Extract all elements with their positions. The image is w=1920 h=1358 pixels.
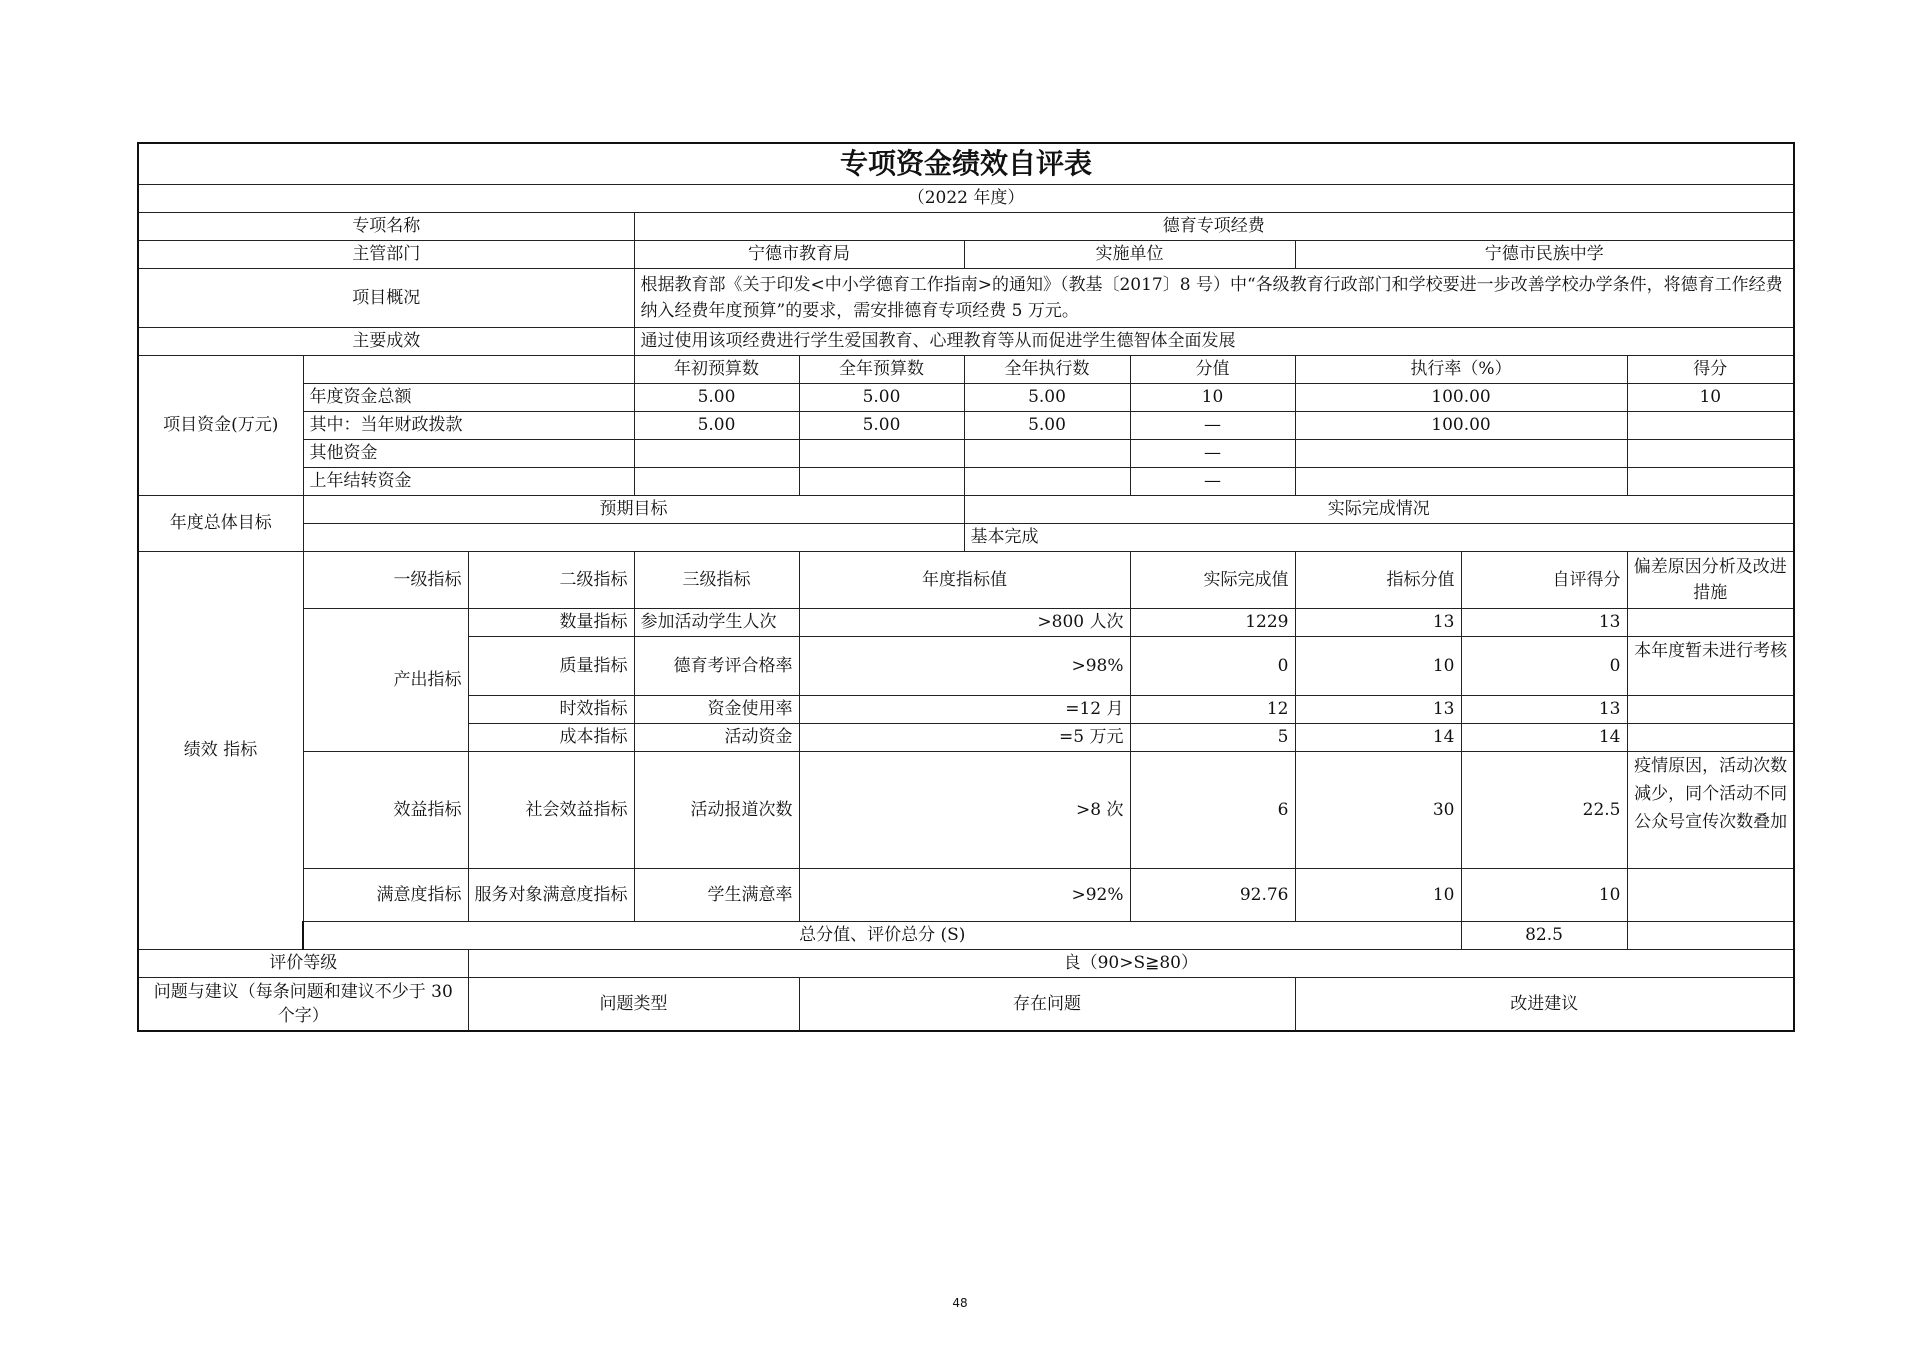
perf-header: 实际完成值 xyxy=(1130,552,1295,609)
funds-header: 执行率（%） xyxy=(1295,356,1627,384)
funds-header: 年初预算数 xyxy=(634,356,799,384)
perf-header: 二级指标 xyxy=(468,552,634,609)
perf-note xyxy=(1627,609,1794,637)
grade-label: 评价等级 xyxy=(138,950,468,978)
goal-expected-value xyxy=(303,524,964,552)
perf-header: 指标分值 xyxy=(1295,552,1461,609)
funds-label: 项目资金(万元) xyxy=(138,356,303,496)
perf-l2: 服务对象满意度指标 xyxy=(468,869,634,922)
perf-actual: 1229 xyxy=(1130,609,1295,637)
perf-header: 三级指标 xyxy=(634,552,799,609)
perf-l3: 活动资金 xyxy=(634,724,799,752)
perf-l2: 数量指标 xyxy=(468,609,634,637)
funds-row-label: 上年结转资金 xyxy=(303,468,634,496)
total-blank xyxy=(1627,922,1794,950)
perf-weight: 10 xyxy=(1295,869,1461,922)
funds-row-label: 其中：当年财政拨款 xyxy=(303,412,634,440)
total-label: 总分值、评价总分 (S) xyxy=(303,922,1461,950)
funds-cell xyxy=(964,440,1130,468)
perf-l3: 活动报道次数 xyxy=(634,752,799,869)
form-year: （2022 年度） xyxy=(138,185,1794,213)
perf-target: >92% xyxy=(799,869,1130,922)
funds-header: 得分 xyxy=(1627,356,1794,384)
funds-cell: 100.00 xyxy=(1295,412,1627,440)
perf-l3: 资金使用率 xyxy=(634,696,799,724)
goal-expected-label: 预期目标 xyxy=(303,496,964,524)
total-value: 82.5 xyxy=(1461,922,1627,950)
issues-label: 问题与建议（每条问题和建议不少于 30 个字） xyxy=(138,978,468,1032)
perf-l2: 质量指标 xyxy=(468,637,634,696)
performance-evaluation-table xyxy=(137,142,1795,1032)
perf-header: 年度指标值 xyxy=(799,552,1130,609)
perf-weight: 13 xyxy=(1295,609,1461,637)
perf-l2: 时效指标 xyxy=(468,696,634,724)
perf-note xyxy=(1627,869,1794,922)
perf-l2: 社会效益指标 xyxy=(468,752,634,869)
perf-score: 13 xyxy=(1461,696,1627,724)
funds-cell: 5.00 xyxy=(634,384,799,412)
funds-cell: 10 xyxy=(1130,384,1295,412)
impl-value: 宁德市民族中学 xyxy=(1295,241,1794,269)
funds-cell xyxy=(1295,440,1627,468)
funds-cell: 100.00 xyxy=(1295,384,1627,412)
funds-cell xyxy=(634,440,799,468)
perf-l3: 参加活动学生人次 xyxy=(634,609,799,637)
achievement-label: 主要成效 xyxy=(138,328,634,356)
funds-cell: — xyxy=(1130,412,1295,440)
dept-label: 主管部门 xyxy=(138,241,634,269)
funds-cell: 5.00 xyxy=(634,412,799,440)
page-number: 48 xyxy=(952,1296,968,1310)
funds-header: 全年执行数 xyxy=(964,356,1130,384)
funds-header-blank xyxy=(303,356,634,384)
perf-actual: 0 xyxy=(1130,637,1295,696)
goal-label: 年度总体目标 xyxy=(138,496,303,552)
funds-cell xyxy=(634,468,799,496)
funds-cell: 5.00 xyxy=(964,412,1130,440)
issues-type-label: 问题类型 xyxy=(468,978,799,1032)
funds-cell xyxy=(799,468,964,496)
perf-score: 22.5 xyxy=(1461,752,1627,869)
perf-note xyxy=(1627,696,1794,724)
issues-problem-label: 存在问题 xyxy=(799,978,1295,1032)
funds-cell xyxy=(1627,412,1794,440)
perf-target: >98% xyxy=(799,637,1130,696)
perf-weight: 14 xyxy=(1295,724,1461,752)
overview-text: 根据教育部《关于印发<中小学德育工作指南>的通知》（教基〔2017〕8 号）中“各级教育行政部门和学校要进一步改善学校办学条件，将德育工作经费纳入经费年度预算”的要求，需安排德育专项经费 5 万元。 xyxy=(634,269,1794,328)
funds-cell: 10 xyxy=(1627,384,1794,412)
perf-actual: 5 xyxy=(1130,724,1295,752)
overview-label: 项目概况 xyxy=(138,269,634,328)
issues-suggestion-label: 改进建议 xyxy=(1295,978,1794,1032)
goal-actual-label: 实际完成情况 xyxy=(964,496,1794,524)
funds-cell xyxy=(1627,440,1794,468)
project-name-label: 专项名称 xyxy=(138,213,634,241)
perf-score: 13 xyxy=(1461,609,1627,637)
funds-cell: 5.00 xyxy=(799,384,964,412)
funds-row-label: 年度资金总额 xyxy=(303,384,634,412)
perf-actual: 12 xyxy=(1130,696,1295,724)
funds-cell: — xyxy=(1130,468,1295,496)
achievement-text: 通过使用该项经费进行学生爱国教育、心理教育等从而促进学生德智体全面发展 xyxy=(634,328,1794,356)
perf-header: 一级指标 xyxy=(303,552,468,609)
perf-l2: 成本指标 xyxy=(468,724,634,752)
perf-score: 0 xyxy=(1461,637,1627,696)
output-indicator-label: 产出指标 xyxy=(303,609,468,752)
funds-cell xyxy=(964,468,1130,496)
goal-actual-value: 基本完成 xyxy=(964,524,1794,552)
grade-value: 良（90>S≧80） xyxy=(468,950,1794,978)
perf-actual: 6 xyxy=(1130,752,1295,869)
perf-note: 疫情原因，活动次数减少，同个活动不同公众号宣传次数叠加 xyxy=(1627,752,1794,869)
funds-cell xyxy=(1627,468,1794,496)
perf-label: 绩效 指标 xyxy=(138,552,303,950)
perf-score: 14 xyxy=(1461,724,1627,752)
perf-weight: 10 xyxy=(1295,637,1461,696)
funds-cell xyxy=(799,440,964,468)
form-title: 专项资金绩效自评表 xyxy=(138,143,1794,185)
perf-header: 偏差原因分析及改进措施 xyxy=(1627,552,1794,609)
funds-header: 全年预算数 xyxy=(799,356,964,384)
dept-value: 宁德市教育局 xyxy=(634,241,964,269)
project-name: 德育专项经费 xyxy=(634,213,1794,241)
perf-note xyxy=(1627,724,1794,752)
funds-cell: — xyxy=(1130,440,1295,468)
perf-score: 10 xyxy=(1461,869,1627,922)
funds-cell: 5.00 xyxy=(799,412,964,440)
benefit-indicator-label: 效益指标 xyxy=(303,752,468,869)
funds-cell xyxy=(1295,468,1627,496)
funds-cell: 5.00 xyxy=(964,384,1130,412)
perf-weight: 30 xyxy=(1295,752,1461,869)
funds-header: 分值 xyxy=(1130,356,1295,384)
perf-note: 本年度暂未进行考核 xyxy=(1627,637,1794,696)
perf-actual: 92.76 xyxy=(1130,869,1295,922)
perf-weight: 13 xyxy=(1295,696,1461,724)
impl-label: 实施单位 xyxy=(964,241,1295,269)
satisfaction-indicator-label: 满意度指标 xyxy=(303,869,468,922)
perf-l3: 德育考评合格率 xyxy=(634,637,799,696)
perf-target: >8 次 xyxy=(799,752,1130,869)
perf-target: =12 月 xyxy=(799,696,1130,724)
perf-l3: 学生满意率 xyxy=(634,869,799,922)
perf-header: 自评得分 xyxy=(1461,552,1627,609)
perf-target: =5 万元 xyxy=(799,724,1130,752)
funds-row-label: 其他资金 xyxy=(303,440,634,468)
perf-target: >800 人次 xyxy=(799,609,1130,637)
